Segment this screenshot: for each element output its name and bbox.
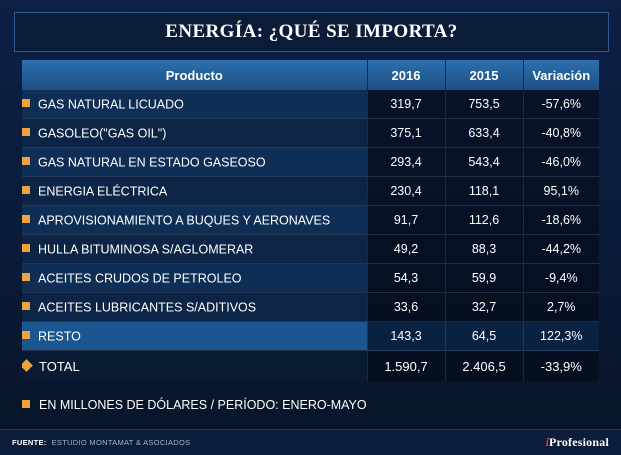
diamond-bullet-icon xyxy=(22,359,33,372)
square-bullet-icon xyxy=(22,186,30,194)
column-header-2016: 2016 xyxy=(367,60,445,90)
footnote xyxy=(22,398,367,412)
data-table-container xyxy=(22,60,599,381)
brand-name: Profesional xyxy=(549,435,609,449)
square-bullet-icon xyxy=(22,215,30,223)
square-bullet-icon xyxy=(22,157,30,165)
page-title: ENERGÍA: ¿QUÉ SE IMPORTA? xyxy=(165,21,458,42)
product-label: GAS NATURAL EN ESTADO GASEOSO xyxy=(38,155,266,170)
footnote-text: EN MILLONES DE DÓLARES / PERÍODO: ENERO-MAYO xyxy=(39,398,367,412)
cell-2016: 319,7 xyxy=(367,90,445,119)
table-body xyxy=(22,90,599,381)
imports-table xyxy=(22,60,599,381)
product-label: GASOLEO("GAS OIL") xyxy=(38,126,167,141)
column-header-product: Producto xyxy=(22,60,367,90)
cell-2015: 118,1 xyxy=(445,177,523,206)
source-credit xyxy=(12,438,190,447)
cell-variation: -46,0% xyxy=(523,148,599,177)
cell-variation: -18,6% xyxy=(523,206,599,235)
square-bullet-icon xyxy=(22,400,30,408)
source-text: ESTUDIO MONTAMAT & ASOCIADOS xyxy=(51,438,191,447)
cell-product xyxy=(22,322,367,351)
table-row xyxy=(22,264,599,293)
product-label: ACEITES LUBRICANTES S/ADITIVOS xyxy=(38,300,257,315)
cell-total-2015: 2.406,5 xyxy=(445,351,523,382)
cell-2016: 33,6 xyxy=(367,293,445,322)
total-label: TOTAL xyxy=(39,359,80,375)
square-bullet-icon xyxy=(22,331,30,339)
product-label: GAS NATURAL LICUADO xyxy=(38,97,184,112)
cell-2015: 633,4 xyxy=(445,119,523,148)
cell-variation: 2,7% xyxy=(523,293,599,322)
table-row xyxy=(22,293,599,322)
table-row xyxy=(22,177,599,206)
cell-product xyxy=(22,206,367,235)
square-bullet-icon xyxy=(22,244,30,252)
cell-2016: 91,7 xyxy=(367,206,445,235)
cell-2015: 64,5 xyxy=(445,322,523,351)
cell-variation: 95,1% xyxy=(523,177,599,206)
table-row xyxy=(22,322,599,351)
cell-variation: -9,4% xyxy=(523,264,599,293)
product-label: ENERGIA ELÉCTRICA xyxy=(38,184,168,199)
total-row xyxy=(22,351,599,382)
cell-2015: 88,3 xyxy=(445,235,523,264)
cell-variation: -57,6% xyxy=(523,90,599,119)
product-label: HULLA BITUMINOSA S/AGLOMERAR xyxy=(38,242,254,257)
cell-2016: 54,3 xyxy=(367,264,445,293)
product-label: ACEITES CRUDOS DE PETROLEO xyxy=(38,271,242,286)
cell-2016: 230,4 xyxy=(367,177,445,206)
cell-product xyxy=(22,293,367,322)
square-bullet-icon xyxy=(22,99,30,107)
table-row xyxy=(22,148,599,177)
cell-product xyxy=(22,177,367,206)
cell-2016: 293,4 xyxy=(367,148,445,177)
column-header-variation: Variación xyxy=(523,60,599,90)
cell-variation: -44,2% xyxy=(523,235,599,264)
table-row xyxy=(22,90,599,119)
cell-2016: 49,2 xyxy=(367,235,445,264)
table-row xyxy=(22,235,599,264)
brand-logo xyxy=(546,435,609,450)
square-bullet-icon xyxy=(22,128,30,136)
table-header xyxy=(22,60,599,90)
cell-product xyxy=(22,90,367,119)
cell-2016: 375,1 xyxy=(367,119,445,148)
cell-2015: 59,9 xyxy=(445,264,523,293)
square-bullet-icon xyxy=(22,302,30,310)
cell-product xyxy=(22,235,367,264)
table-row xyxy=(22,206,599,235)
cell-total-2016: 1.590,7 xyxy=(367,351,445,382)
cell-product xyxy=(22,119,367,148)
product-label: RESTO xyxy=(38,329,81,344)
cell-2015: 753,5 xyxy=(445,90,523,119)
title-bar xyxy=(14,12,609,52)
column-header-2015: 2015 xyxy=(445,60,523,90)
cell-product xyxy=(22,148,367,177)
cell-variation: 122,3% xyxy=(523,322,599,351)
cell-2015: 112,6 xyxy=(445,206,523,235)
source-bar xyxy=(0,429,621,455)
table-row xyxy=(22,119,599,148)
header-row xyxy=(22,60,599,90)
cell-total-variation: -33,9% xyxy=(523,351,599,382)
cell-2015: 543,4 xyxy=(445,148,523,177)
source-label: FUENTE: xyxy=(12,438,47,447)
cell-variation: -40,8% xyxy=(523,119,599,148)
brand-prefix: i xyxy=(545,435,550,449)
cell-2016: 143,3 xyxy=(367,322,445,351)
product-label: APROVISIONAMIENTO A BUQUES Y AERONAVES xyxy=(38,213,331,228)
cell-product xyxy=(22,264,367,293)
cell-product-total xyxy=(22,351,367,382)
square-bullet-icon xyxy=(22,273,30,281)
cell-2015: 32,7 xyxy=(445,293,523,322)
